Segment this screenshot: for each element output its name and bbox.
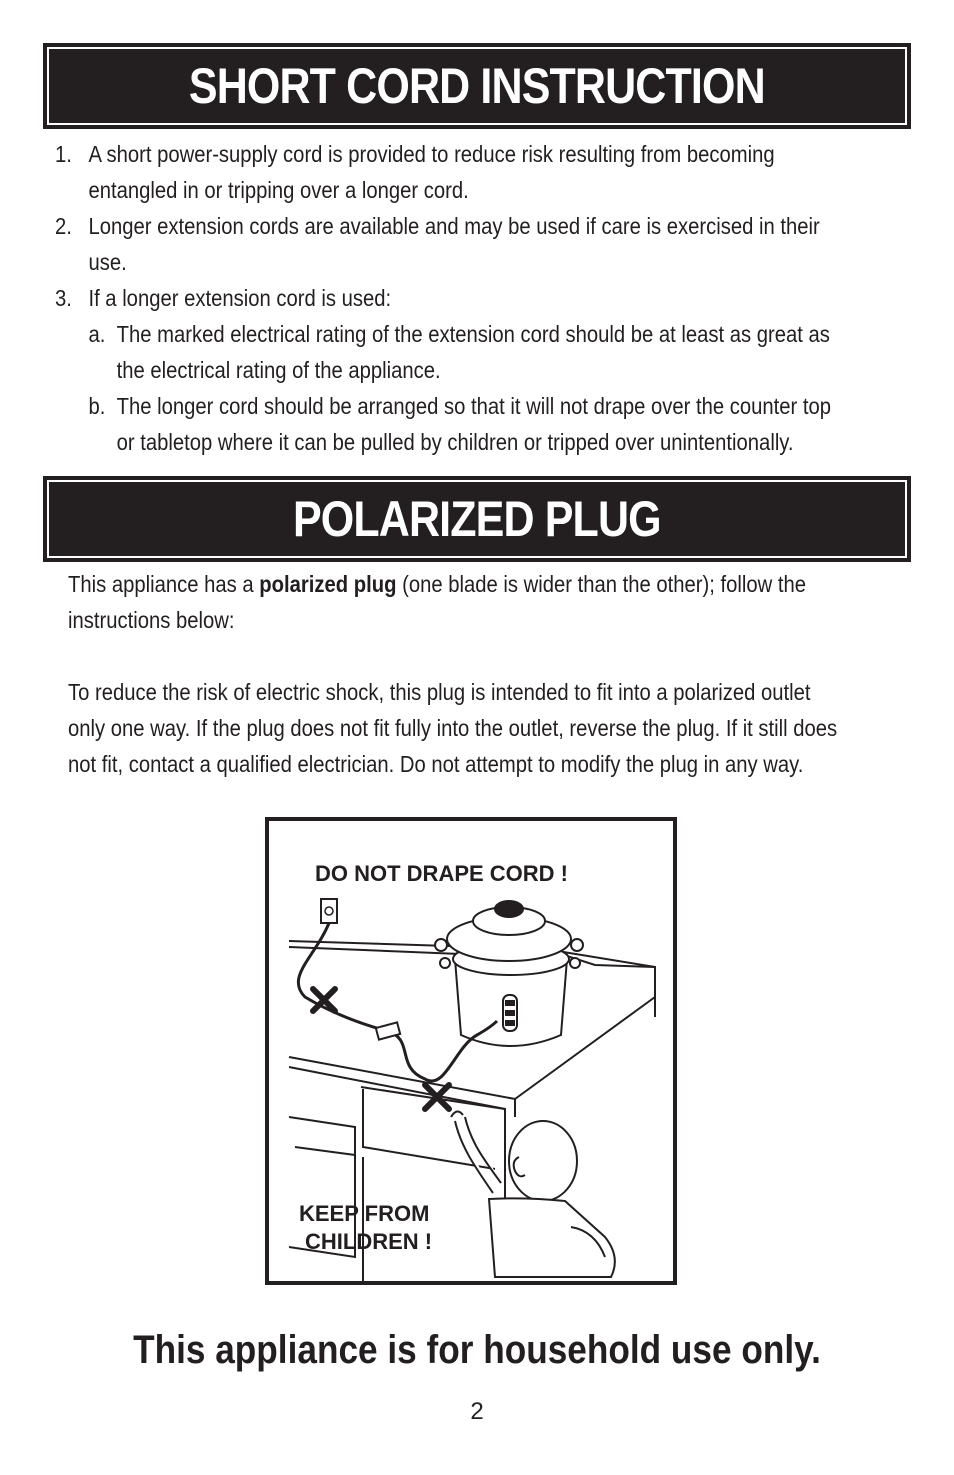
polarized-body (68, 674, 954, 782)
list-subitem-b-cont (55, 424, 935, 460)
list-subitem-a-cont (55, 352, 935, 388)
body-line: To reduce the risk of electric shock, this plug is intended to fit into a polarized outlet (68, 679, 811, 705)
list-item-3 (55, 280, 935, 316)
intro-text: (one blade is wider than the other); follow the (396, 571, 807, 597)
list-text: The marked electrical rating of the extension cord should be at least as great as (116, 321, 830, 347)
list-text: or tabletop where it can be pulled by children or tripped over unintentionally. (116, 429, 794, 455)
intro-bold-text: polarized plug (259, 571, 397, 597)
list-text: entangled in or tripping over a longer cord. (88, 177, 469, 203)
short-cord-list (55, 136, 954, 460)
page-number: 2 (470, 1398, 484, 1425)
list-subitem-b (55, 388, 935, 424)
polarized-intro (68, 566, 954, 638)
list-item-2-cont (55, 244, 935, 280)
intro-line-2: instructions below: (68, 607, 235, 633)
caption-children: CHILDREN ! (305, 1229, 433, 1254)
list-number: 3. (55, 285, 72, 311)
list-text: If a longer extension cord is used: (88, 285, 392, 311)
caption-keep-from: KEEP FROM (299, 1201, 430, 1226)
list-letter: b. (88, 393, 106, 419)
list-number: 1. (55, 141, 72, 167)
list-text: Longer extension cords are available and may be used if care is exercised in their (88, 213, 820, 239)
intro-text: This appliance has a (68, 571, 260, 597)
banner-frame (47, 480, 907, 558)
section-title: POLARIZED PLUG (293, 491, 661, 547)
list-item-1 (55, 136, 935, 172)
section-banner-polarized-plug (43, 476, 911, 562)
list-item-2 (55, 208, 935, 244)
list-letter: a. (88, 321, 106, 347)
list-number: 2. (55, 213, 72, 239)
list-subitem-a (55, 316, 935, 352)
list-text: the electrical rating of the appliance. (116, 357, 441, 383)
list-text: The longer cord should be arranged so that it will not drape over the counter top (116, 393, 832, 419)
section-title: SHORT CORD INSTRUCTION (189, 58, 765, 114)
list-item-1-cont (55, 172, 935, 208)
body-line: only one way. If the plug does not fit fully into the outlet, reverse the plug. If it still does (68, 715, 838, 741)
section-banner-short-cord (43, 43, 911, 129)
list-text: use. (88, 249, 127, 275)
banner-frame (47, 47, 907, 125)
household-use-statement: This appliance is for household use only. (133, 1328, 821, 1372)
body-line: not fit, contact a qualified electrician. Do not attempt to modify the plug in any way. (68, 751, 804, 777)
list-text: A short power-supply cord is provided to reduce risk resulting from becoming (88, 141, 775, 167)
caption-do-not-drape: DO NOT DRAPE CORD ! (315, 861, 568, 886)
intro-line-1 (68, 566, 948, 602)
cord-safety-illustration (265, 817, 677, 1285)
